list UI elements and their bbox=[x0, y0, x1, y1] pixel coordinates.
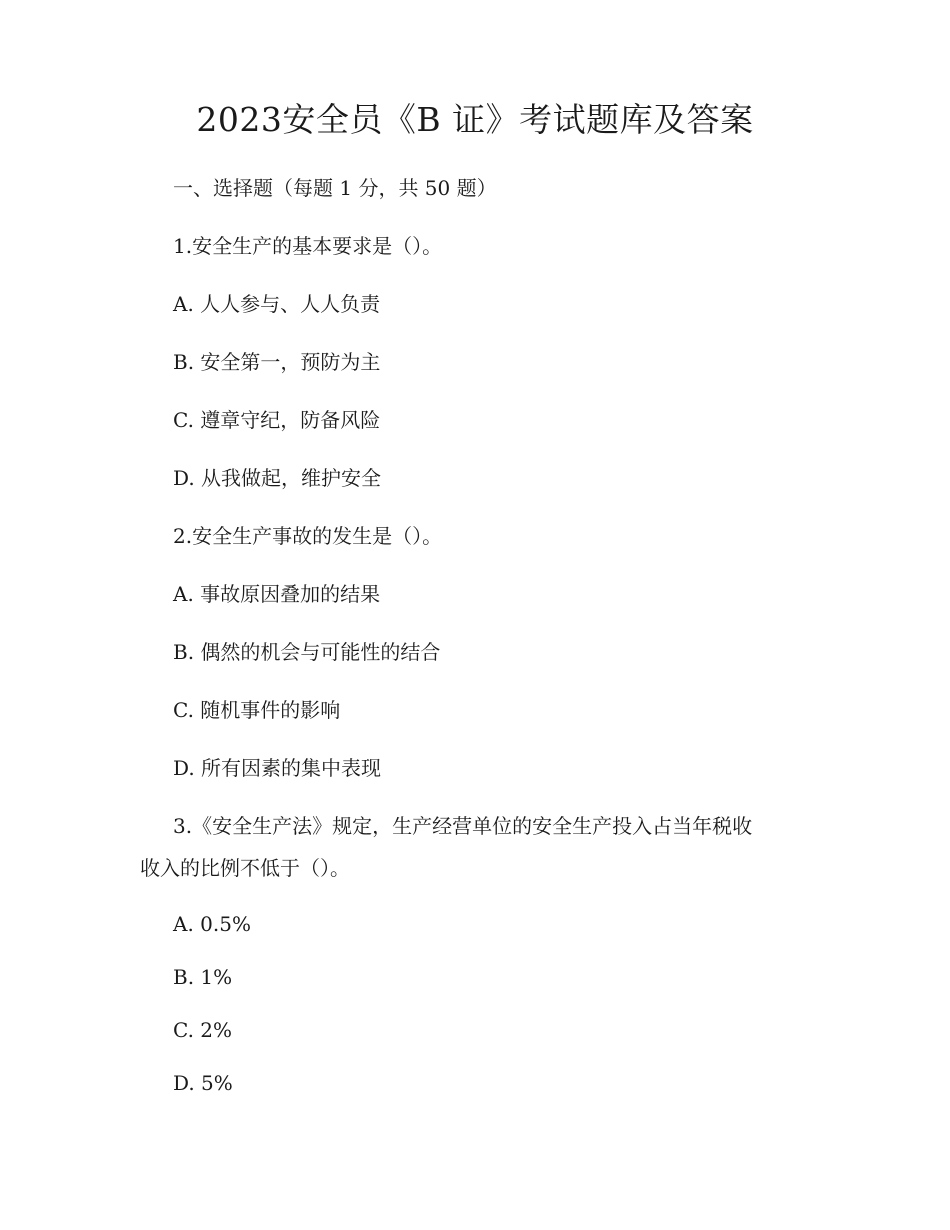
question-3-option-c: C. 2% bbox=[173, 1018, 233, 1042]
question-3-option-d: D. 5% bbox=[173, 1071, 233, 1095]
question-1-option-c: C. 遵章守纪，防备风险 bbox=[173, 408, 381, 432]
question-1-option-a: A. 人人参与、人人负责 bbox=[173, 292, 381, 316]
question-1-option-d: D. 从我做起，维护安全 bbox=[173, 466, 382, 490]
question-3-stem-line-2: 收入的比例不低于（）。 bbox=[140, 856, 350, 880]
question-1-option-b: B. 安全第一，预防为主 bbox=[173, 350, 381, 374]
question-1-stem: 1.安全生产的基本要求是（）。 bbox=[173, 234, 443, 258]
question-2-option-d: D. 所有因素的集中表现 bbox=[173, 756, 382, 780]
question-2-option-a: A. 事故原因叠加的结果 bbox=[173, 582, 381, 606]
section-heading: 一、选择题（每题 1 分，共 50 题） bbox=[173, 176, 497, 200]
question-3-option-b: B. 1% bbox=[173, 965, 233, 989]
question-2-option-b: B. 偶然的机会与可能性的结合 bbox=[173, 640, 441, 664]
document-title: 2023安全员《B 证》考试题库及答案 bbox=[196, 100, 754, 139]
question-3-stem-line-1: 3.《安全生产法》规定，生产经营单位的安全生产投入占当年税收 bbox=[173, 814, 753, 838]
question-2-stem: 2.安全生产事故的发生是（）。 bbox=[173, 524, 443, 548]
question-2-option-c: C. 随机事件的影响 bbox=[173, 698, 341, 722]
question-3-option-a: A. 0.5% bbox=[173, 912, 251, 936]
